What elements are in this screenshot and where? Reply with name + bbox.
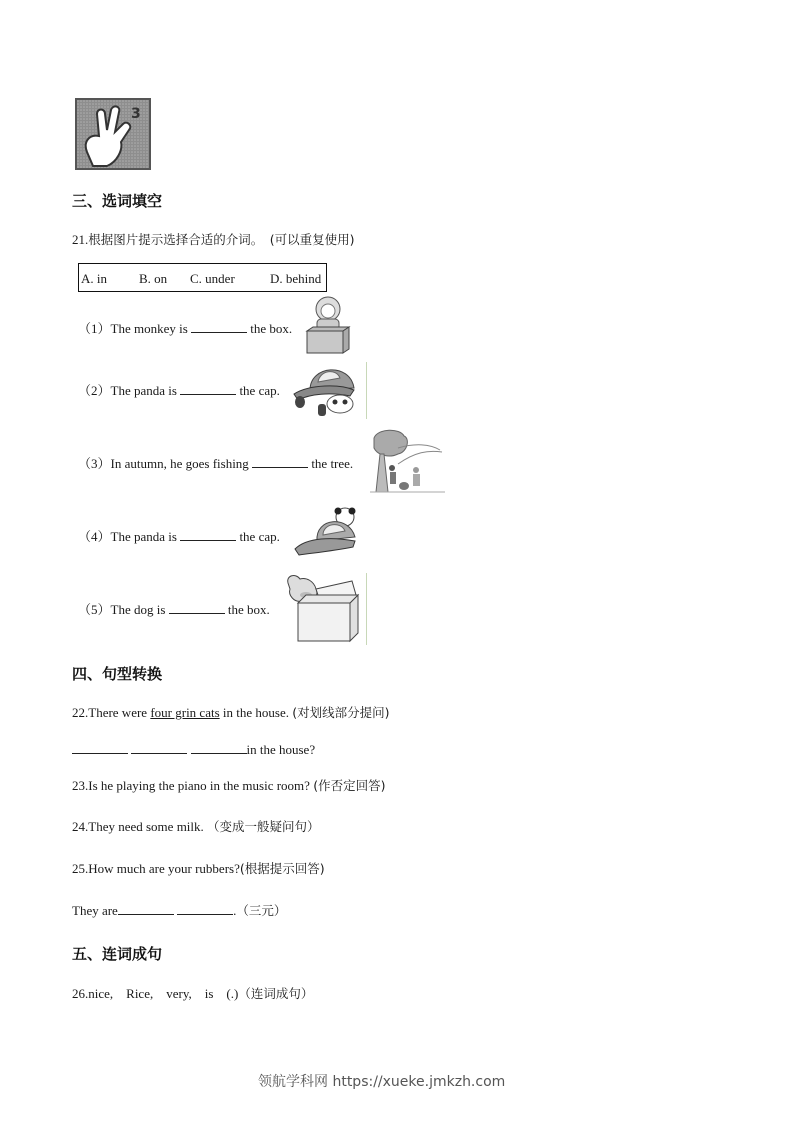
word-options-box	[78, 263, 327, 292]
section-heading-5: 五、连词成句	[72, 945, 163, 963]
question-22: 22.There were four grin cats in the house. (对划线部分提问)	[72, 705, 390, 720]
footer-watermark	[258, 1071, 505, 1091]
underlined-phrase: four grin cats	[150, 705, 220, 720]
instruction-note: （连词成句）	[238, 986, 314, 1001]
answer-blank[interactable]	[118, 902, 174, 915]
question-24: 24.They need some milk. （变成一般疑问句）	[72, 819, 320, 834]
fill-item-5: （5）The dog is the box.	[78, 602, 270, 617]
footer-url[interactable]: https://xueke.jmkzh.com	[332, 1074, 506, 1090]
answer-blank[interactable]	[177, 902, 233, 915]
fishing-behind-tree-image	[370, 428, 445, 496]
image-border	[366, 573, 367, 645]
answer-blank[interactable]	[169, 601, 225, 614]
panda-under-cap-image	[290, 360, 362, 420]
option-c: C. under	[190, 271, 235, 286]
monkey-on-box-image	[303, 295, 353, 357]
answer-blank[interactable]	[252, 455, 308, 468]
instruction-note: (根据提示回答)	[239, 861, 325, 876]
question-23: 23.Is he playing the piano in the music room? (作否定回答)	[72, 778, 386, 793]
answer-blank[interactable]	[191, 320, 247, 333]
instruction-note: （变成一般疑问句）	[207, 819, 320, 834]
svg-text:3: 3	[131, 106, 141, 122]
option-a: A. in	[81, 271, 108, 286]
option-d: D. behind	[270, 271, 322, 286]
question-22-answer-line: in the house?	[72, 741, 315, 758]
answer-blank[interactable]	[72, 741, 128, 754]
question-21-prompt	[72, 232, 355, 248]
fill-item-3: （3）In autumn, he goes fishing the tree.	[78, 456, 354, 471]
instruction-note: (作否定回答)	[313, 778, 386, 793]
question-number: 21.	[72, 232, 89, 247]
instruction-note: (对划线部分提问)	[292, 705, 390, 720]
question-26: 26.nice, Rice, very, is (.)（连词成句）	[72, 986, 314, 1001]
fill-item-1: （1）The monkey is the box.	[78, 321, 293, 336]
question-25: 25.How much are your rubbers?(根据提示回答)	[72, 861, 325, 876]
answer-blank[interactable]	[180, 382, 236, 395]
answer-blank[interactable]	[131, 741, 187, 754]
answer-blank[interactable]	[191, 741, 247, 754]
section-heading-4: 四、句型转换	[72, 665, 163, 683]
question-25-answer-line: They are .（三元）	[72, 903, 287, 918]
section-heading-3: 三、选词填空	[72, 192, 163, 210]
image-border	[366, 362, 367, 419]
fill-item-2: （2）The panda is the cap.	[78, 383, 280, 398]
hand-three-logo	[75, 98, 151, 170]
hand-three-fingers-icon	[77, 100, 149, 168]
prompt-note: (可以重复使用)	[269, 232, 355, 247]
answer-blank[interactable]	[180, 528, 236, 541]
fill-item-4: （4）The panda is the cap.	[78, 529, 280, 544]
footer-site-name: 领航学科网	[258, 1074, 328, 1090]
hint-note: （三元）	[236, 903, 287, 918]
prompt-text: 根据图片提示选择合适的介词。	[88, 232, 264, 247]
option-b: B. on	[139, 271, 168, 286]
dog-in-box-image	[280, 573, 362, 645]
panda-behind-cap-image	[293, 507, 363, 557]
